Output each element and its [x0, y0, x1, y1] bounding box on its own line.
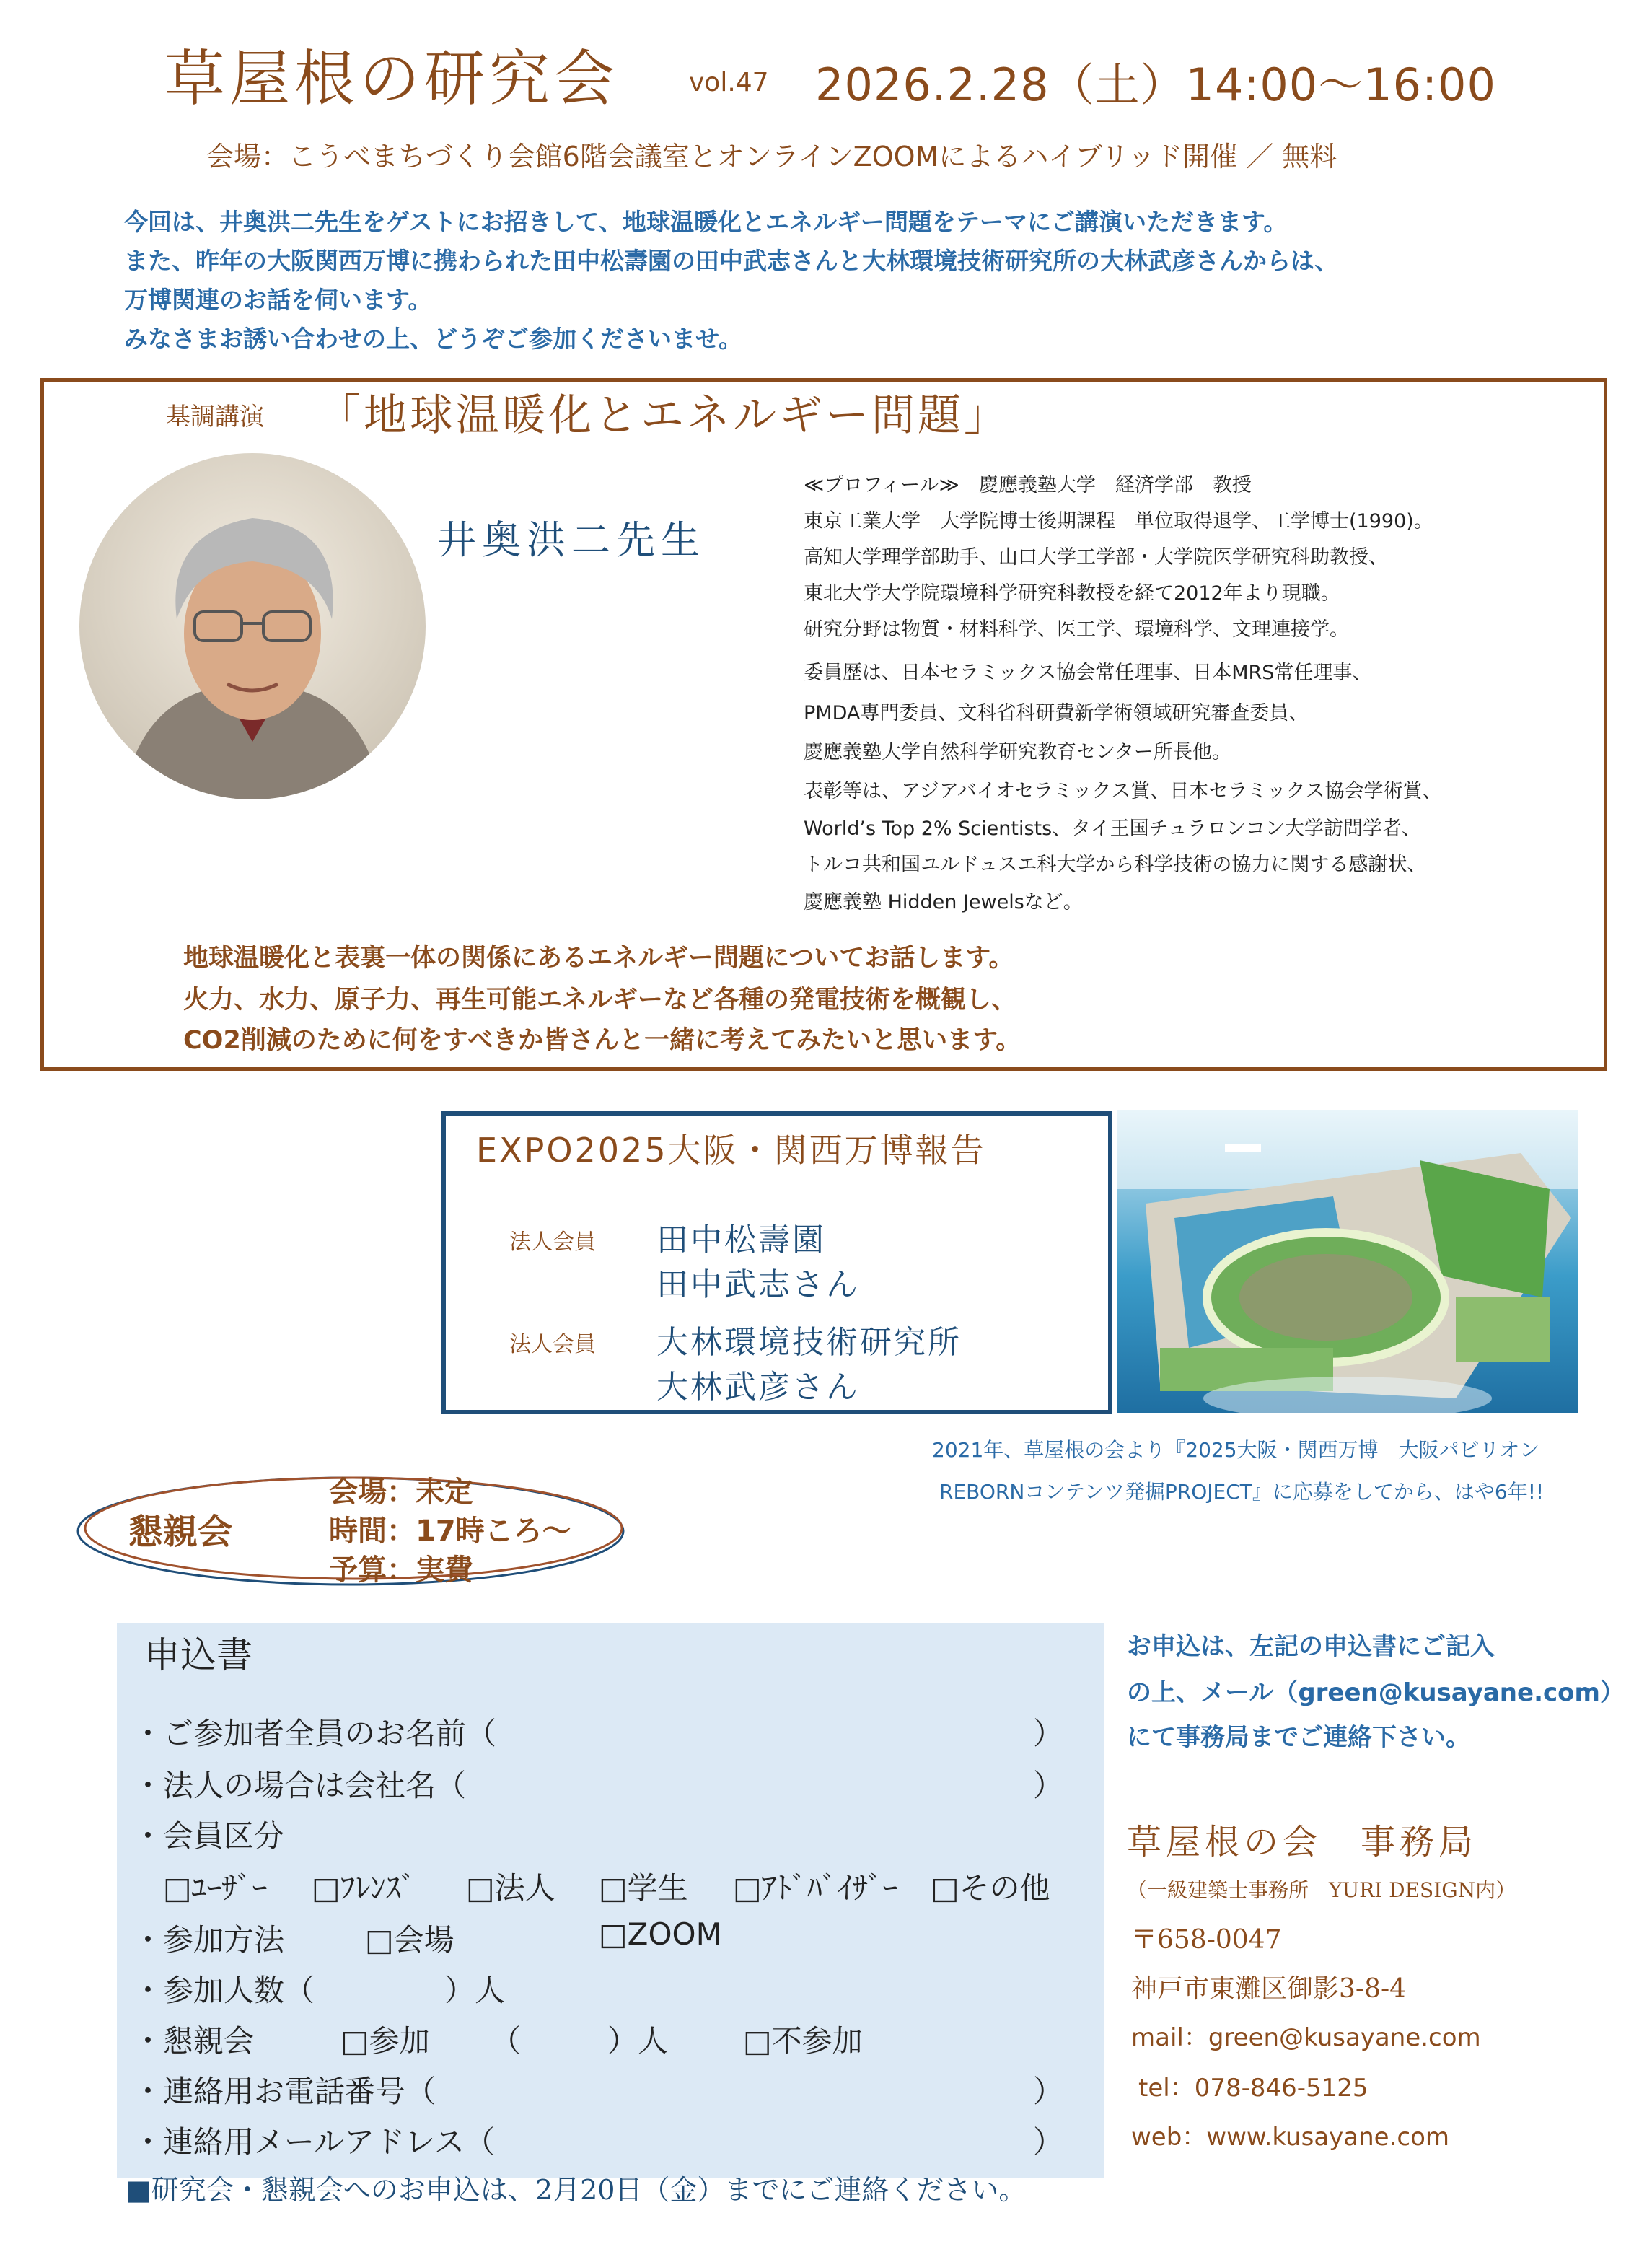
intro-line: また、昨年の大阪関西万博に携わられた田中松壽園の田中武志さんと大林環境技術研究所の大林武彦さんからは、	[124, 247, 1338, 275]
member-type-corporate-checkbox[interactable]: □法人	[466, 1870, 555, 1906]
konshinkai-venue: 会場：未定	[329, 1476, 473, 1509]
form-party-label: ・懇親会	[133, 2023, 255, 2059]
apply-instruction-line: お申込は、左記の申込書にご記入	[1127, 1632, 1495, 1661]
office-address: 神戸市東灘区御影3-8-4	[1131, 1974, 1407, 2004]
event-datetime: 2026.2.28（土）14:00〜16:00	[815, 58, 1496, 111]
form-close-paren: ）	[1033, 2074, 1064, 2109]
apply-instruction-line: の上、メール（green@kusayane.com）	[1127, 1678, 1625, 1707]
member-type-user-checkbox[interactable]: □ﾕｰｻﾞｰ	[163, 1870, 268, 1906]
keynote-summary-line: CO2削減のために何をすべきか皆さんと一緒に考えてみたいと思います。	[183, 1026, 1021, 1055]
keynote-label: 基調講演	[166, 403, 264, 431]
party-join-checkbox[interactable]: □参加	[340, 2023, 430, 2059]
profile-line: 慶應義塾大学自然科学研究教育センター所長他。	[804, 741, 1231, 763]
form-close-paren: ）	[1033, 1768, 1064, 1803]
party-decline-checkbox[interactable]: □不参加	[743, 2023, 863, 2059]
keynote-title: 「地球温暖化とエネルギー問題」	[317, 390, 1010, 441]
profile-line: 慶應義塾 Hidden Jewelsなど。	[804, 891, 1083, 913]
form-phone-field[interactable]: ・連絡用お電話番号（	[133, 2074, 436, 2109]
member-type-student-checkbox[interactable]: □学生	[599, 1870, 688, 1906]
form-title: 申込書	[144, 1634, 252, 1676]
member-type-other-checkbox[interactable]: □その他	[931, 1870, 1050, 1906]
member-type-friends-checkbox[interactable]: □ﾌﾚﾝｽﾞ	[312, 1870, 416, 1906]
keynote-summary-line: 火力、水力、原子力、再生可能エネルギーなど各種の発電技術を概観し、	[183, 986, 1017, 1014]
event-title: 草屋根の研究会	[164, 43, 620, 114]
member-org: 大林環境技術研究所	[656, 1324, 962, 1361]
form-names-field[interactable]: ・ご参加者全員のお名前（	[133, 1716, 497, 1751]
intro-line: 万博関連のお話を伺います。	[124, 286, 432, 314]
form-member-type-label: ・会員区分	[133, 1818, 285, 1854]
konshinkai-label: 懇親会	[128, 1512, 233, 1552]
intro-line: 今回は、井奥洪二先生をゲストにお招きして、地球温暖化とエネルギー問題をテーマにご講演いただきます。	[124, 208, 1288, 236]
office-mail-link[interactable]: mail：green@kusayane.com	[1131, 2023, 1481, 2052]
volume-number: vol.47	[689, 68, 769, 97]
konshinkai-budget: 予算：実費	[329, 1553, 473, 1587]
method-zoom-checkbox[interactable]: □ZOOM	[599, 1916, 722, 1952]
profile-line: World’s Top 2% Scientists、タイ王国チュラロンコン大学訪問学者、	[804, 818, 1421, 840]
form-method-label: ・参加方法	[133, 1922, 285, 1958]
office-web-link[interactable]: web：www.kusayane.com	[1131, 2123, 1450, 2152]
speaker-portrait	[79, 453, 426, 799]
expo-title: EXPO2025大阪・関西万博報告	[476, 1131, 986, 1170]
office-name: 草屋根の会 事務局	[1127, 1822, 1478, 1862]
member-type-advisor-checkbox[interactable]: □ｱﾄﾞﾊﾞｲｻﾞｰ	[733, 1870, 898, 1906]
party-count-suffix: ）人	[607, 2023, 669, 2059]
profile-line: ≪プロフィール≫ 慶應義塾大学 経済学部 教授	[804, 474, 1252, 496]
office-postal-code: 〒658-0047	[1131, 1925, 1282, 1955]
form-count-field[interactable]: ・参加人数（	[133, 1973, 315, 2008]
profile-line: 委員歴は、日本セラミックス協会常任理事、日本MRS常任理事、	[804, 662, 1372, 684]
event-venue: 会場：こうべまちづくり会館6階会議室とオンラインZOOMによるハイブリッド開催 ／ 無料	[206, 141, 1337, 172]
office-subtitle: （一級建築士事務所 YURI DESIGN内）	[1127, 1878, 1516, 1902]
member-org: 田中松壽園	[656, 1222, 826, 1258]
profile-line: トルコ共和国ユルドュスエ科大学から科学技術の協力に関する感謝状、	[804, 854, 1427, 876]
expo-site-aerial-image	[1117, 1110, 1578, 1413]
member-tag: 法人会員	[509, 1230, 596, 1255]
expo-caption-line: REBORNコンテンツ発掘PROJECT』に応募をしてから、はや6年!!	[939, 1480, 1545, 1504]
profile-line: PMDA専門委員、文科省科研費新学術領域研究審査委員、	[804, 702, 1309, 724]
profile-line: 表彰等は、アジアバイオセラミックス賞、日本セラミックス協会学術賞、	[804, 780, 1442, 802]
form-email-field[interactable]: ・連絡用メールアドレス（	[133, 2124, 495, 2160]
speaker-name: 井奥洪二先生	[437, 517, 706, 563]
konshinkai-time: 時間：17時ころ〜	[329, 1515, 571, 1548]
application-deadline: ■研究会・懇親会へのお申込は、2月20日（金）までにご連絡ください。	[126, 2174, 1027, 2206]
profile-line: 東北大学大学院環境科学研究科教授を経て2012年より現職。	[804, 582, 1340, 605]
member-tag: 法人会員	[509, 1332, 596, 1357]
apply-instruction-line: にて事務局までご連絡下さい。	[1127, 1723, 1470, 1752]
profile-line: 研究分野は物質・材料科学、医工学、環境科学、文理連接学。	[804, 618, 1349, 641]
keynote-summary-line: 地球温暖化と表裏一体の関係にあるエネルギー問題についてお話します。	[183, 944, 1014, 973]
profile-line: 高知大学理学部助手、山口大学工学部・大学院医学研究科助教授、	[804, 546, 1388, 569]
form-close-paren: ）	[1033, 2124, 1064, 2160]
expo-caption-line: 2021年、草屋根の会より『2025大阪・関西万博 大阪パビリオン	[932, 1438, 1540, 1462]
member-person: 大林武彦さん	[656, 1369, 860, 1406]
form-count-suffix: ）人	[444, 1973, 506, 2008]
method-venue-checkbox[interactable]: □会場	[365, 1922, 454, 1958]
profile-line: 東京工業大学 大学院博士後期課程 単位取得退学、工学博士(1990)。	[804, 510, 1433, 533]
office-tel: tel：078-846-5125	[1138, 2074, 1368, 2103]
form-close-paren: ）	[1033, 1716, 1064, 1751]
intro-line: みなさまお誘い合わせの上、どうぞご参加くださいませ。	[124, 325, 743, 353]
member-person: 田中武志さん	[656, 1266, 860, 1303]
form-company-field[interactable]: ・法人の場合は会社名（	[133, 1768, 467, 1803]
party-count-field[interactable]: （	[491, 2023, 522, 2059]
